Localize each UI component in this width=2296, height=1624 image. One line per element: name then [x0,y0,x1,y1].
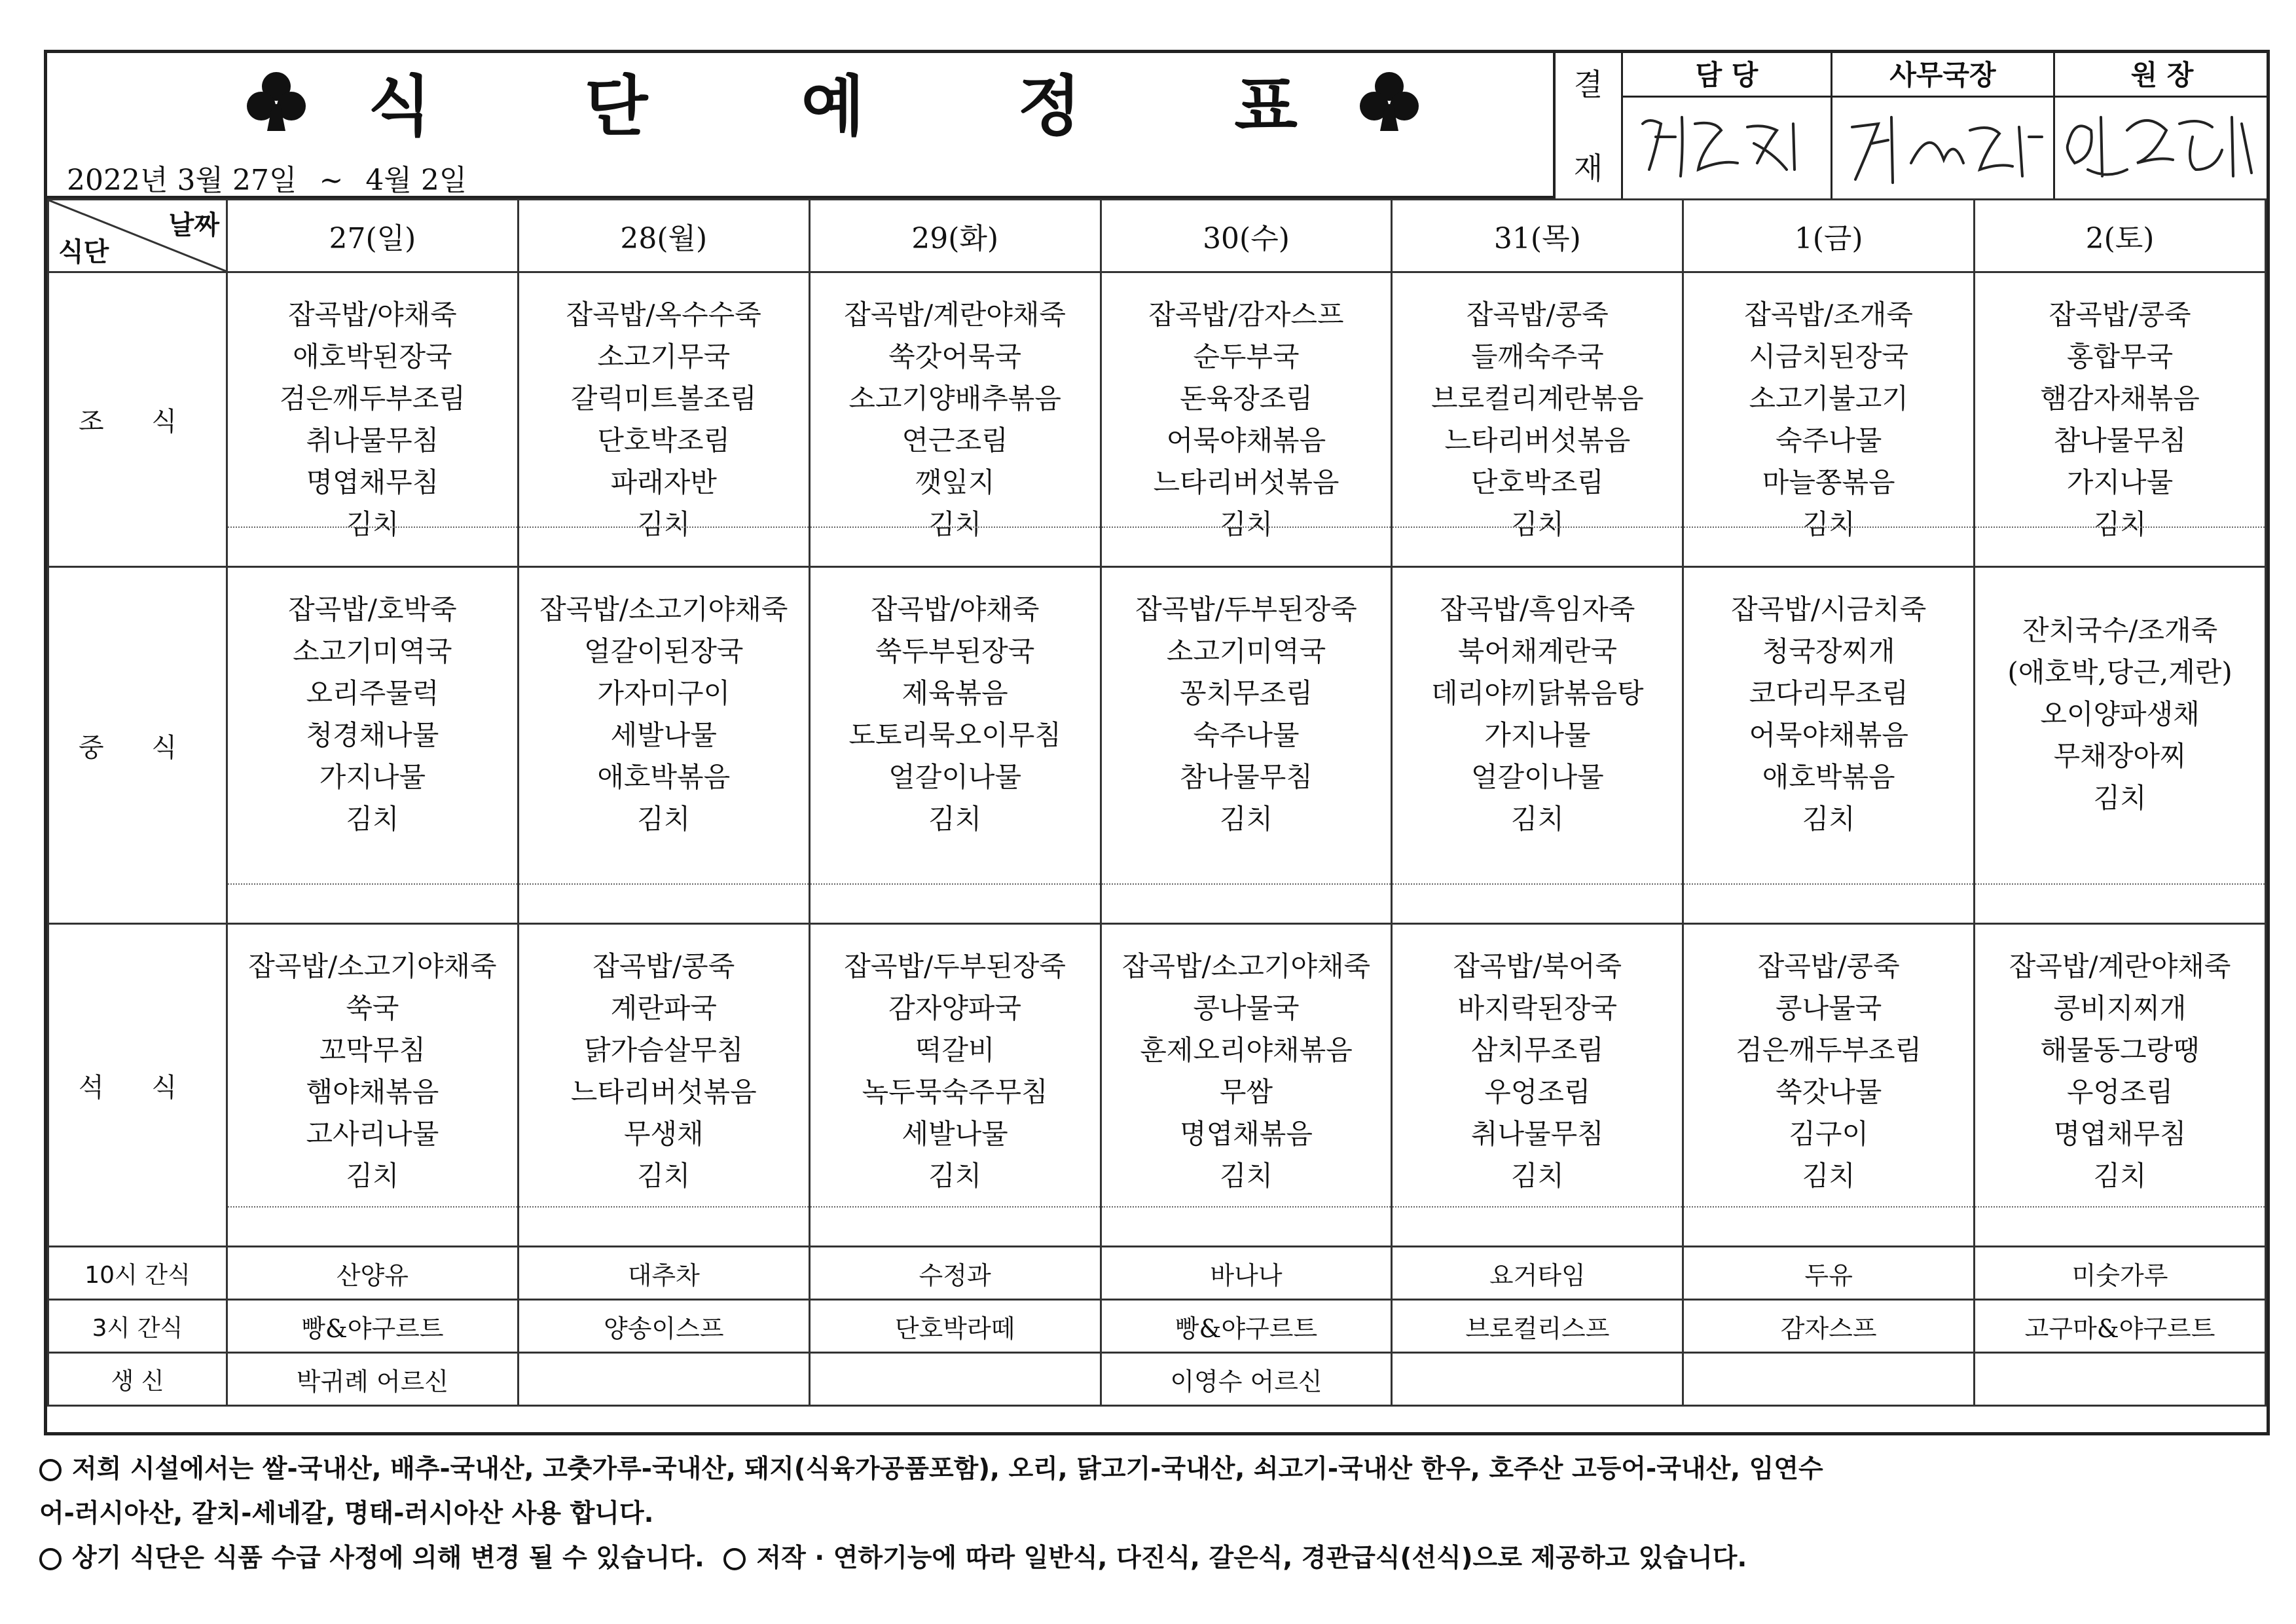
dotted-separator [228,526,517,528]
dish-item: 소고기미역국 [293,635,452,667]
dish-item: 잡곡밥/소고기야채죽 [248,950,497,982]
dish-item: 감자양파국 [888,992,1022,1024]
dotted-separator [811,883,1100,885]
dish-item: 가지나물 [1484,719,1591,751]
dotted-separator [228,1206,517,1208]
note-line [39,1492,2265,1536]
dish-item: 가지나물 [319,761,426,793]
dish-item: 녹두묵숙주무침 [862,1076,1048,1108]
dish-item: 훈제오리야채볶음 [1140,1034,1353,1066]
dish-item: 잡곡밥/두부된장죽 [844,950,1066,982]
note-line [39,1447,2265,1492]
snack-cell: 대추차 [518,1247,809,1300]
menu-cell [518,567,809,924]
dish-item: 단호박조림 [1470,466,1604,498]
snack-cell [518,1353,809,1406]
dish-item: 쑥갓나물 [1776,1076,1882,1108]
dish-item: 김치 [1219,1160,1273,1192]
menu-cell [1392,924,1683,1247]
approval-col-director [2053,53,2269,198]
dish-list [1975,568,2265,819]
dish-item: 청경채나물 [306,719,439,751]
dish-list [1975,925,2265,1197]
dish-item: 김치 [1802,803,1855,835]
dish-item: 마늘쫑볶음 [1762,466,1895,498]
dish-item: 얼갈이나물 [1470,761,1604,793]
menu-cell [518,272,809,567]
snack-cell [1683,1353,1975,1406]
dish-item: 어묵야채볶음 [1749,719,1908,751]
date-header-row [48,200,2266,272]
dish-item: 어묵야채볶음 [1166,424,1326,456]
title-char: 단 [584,68,648,145]
meal-label: 석 식 [48,924,227,1247]
signature-secretary [1832,98,2055,196]
dish-item: 순두부국 [1193,341,1300,373]
menu-table [47,198,2267,1407]
dish-item: 애호박된장국 [293,341,452,373]
dish-item: 김치 [2093,508,2147,540]
dish-item: 소고기미역국 [1166,635,1326,667]
menu-cell [227,272,518,567]
dotted-separator [1393,1206,1682,1208]
menu-cell [809,924,1101,1247]
approval-col-title: 사무국장 [1832,53,2053,98]
dish-item: 코다리무조림 [1749,677,1908,709]
dish-item: 돈육장조림 [1180,382,1313,415]
dish-item: 참나물무침 [1180,761,1313,793]
menu-cell [227,924,518,1247]
snack-cell [1392,1353,1683,1406]
dish-item: 연근조림 [902,424,1008,456]
dish-list [519,568,809,840]
snack-cell [809,1353,1101,1406]
dish-item: 삼치무조림 [1470,1034,1604,1066]
dish-item: 소고기불고기 [1749,382,1908,415]
snack-cell: 이영수 어르신 [1101,1353,1392,1406]
notes [39,1447,2265,1581]
approval-col-title: 원 장 [2055,53,2269,98]
dish-item: 세발나물 [610,719,717,751]
dish-item: 김치 [637,803,691,835]
dotted-separator [1975,526,2265,528]
menu-cell [1101,272,1392,567]
dish-item: 김치 [637,508,691,540]
snack-cell: 단호박라떼 [809,1300,1101,1353]
approval-box [1553,53,2270,198]
dish-item: 무쌈 [1219,1076,1273,1108]
dish-item: 콩나물국 [1776,992,1882,1024]
dish-item: 명엽채무침 [2053,1118,2187,1150]
approval-label-bottom: 재 [1573,151,1603,186]
menu-cell [809,567,1101,924]
dish-item: 검은깨두부조림 [1736,1034,1922,1066]
note-origin-text-cont: 어-러시아산, 갈치-세네갈, 명태-러시아산 사용 합니다. [39,1499,654,1528]
dotted-separator [811,1206,1100,1208]
dish-item: 북어채계란국 [1457,635,1618,667]
dish-item: 애호박볶음 [1762,761,1895,793]
dish-item: 느타리버섯볶음 [1153,466,1339,498]
dish-item: 갈릭미트볼조림 [570,382,757,415]
dish-item: 잡곡밥/야채죽 [288,299,457,331]
dish-list [1393,568,1682,840]
dish-list [811,568,1100,840]
dish-item: 고사리나물 [306,1118,439,1150]
snack-cell: 감자스프 [1683,1300,1975,1353]
dish-item: 쑥갓어묵국 [888,341,1022,373]
dish-item: 깻잎지 [915,466,995,498]
dish-item: 얼갈이나물 [888,761,1022,793]
dish-item: 김치 [637,1160,691,1192]
note-origin-text: 저희 시설에서는 쌀-국내산, 배추-국내산, 고춧가루-국내산, 돼지(식육가공품포함), 오리, 닭고기-국내산, 쇠고기-국내산 한우, 호주산 고등어-국내산, 임연수 [72,1454,1823,1484]
dish-item: 오이양파생채 [2040,698,2200,730]
menu-cell [1101,567,1392,924]
snack-cell: 두유 [1683,1247,1975,1300]
date-header: 2(토) [1975,200,2266,272]
dish-list [811,925,1100,1197]
dish-item: 김치 [1802,508,1855,540]
dish-item: 잡곡밥/조개죽 [1744,299,1913,331]
dish-list [228,273,517,545]
dish-item: 참나물무침 [2053,424,2187,456]
dish-item: 느타리버섯볶음 [1444,424,1631,456]
dish-item: 김치 [346,1160,399,1192]
dish-item: 김치 [2093,1160,2147,1192]
dish-item: 숙주나물 [1193,719,1300,751]
dish-item: 바지락된장국 [1457,992,1618,1024]
date-header: 30(수) [1101,200,1392,272]
dish-item: 들깨숙주국 [1470,341,1604,373]
snack-cell: 미숫가루 [1975,1247,2266,1300]
dotted-separator [1102,1206,1391,1208]
dish-item: 잡곡밥/두부된장죽 [1135,593,1357,625]
dish-item: 김치 [1510,803,1564,835]
dotted-separator [1393,883,1682,885]
dish-item: 잡곡밥/옥수수죽 [566,299,761,331]
dish-item: 꼬막무침 [319,1034,426,1066]
dish-item: 잡곡밥/호박죽 [288,593,457,625]
dish-item: 가자미구이 [597,677,731,709]
title-char: 정 [1017,68,1082,145]
dish-item: 숙주나물 [1776,424,1882,456]
corner-meal-label: 식단 [58,237,109,267]
dish-item: 홍합무국 [2066,341,2174,373]
dish-item: 소고기무국 [597,341,731,373]
page-title [309,54,1357,148]
dotted-separator [228,883,517,885]
snack-cell: 고구마&야구르트 [1975,1300,2266,1353]
dish-item: (애호박,당근,계란) [2007,656,2232,688]
dish-list [228,925,517,1197]
snack-10am-row [48,1247,2266,1300]
date-header: 28(월) [518,200,809,272]
dish-item: 데리야끼닭볶음탕 [1431,677,1644,709]
date-header: 29(화) [809,200,1101,272]
dotted-separator [1102,883,1391,885]
dish-item: 김치 [928,1160,982,1192]
menu-cell [518,924,809,1247]
dish-item: 무생채 [623,1118,704,1150]
dish-item: 잡곡밥/콩죽 [1466,299,1609,331]
dotted-separator [1975,1206,2265,1208]
menu-cell [1683,924,1975,1247]
menu-cell [1392,567,1683,924]
dish-list [1102,273,1391,545]
dish-item: 단호박조림 [597,424,731,456]
menu-cell [809,272,1101,567]
dotted-separator [519,883,809,885]
dish-item: 햄야채볶음 [306,1076,439,1108]
meal-label: 중 식 [48,567,227,924]
dish-list [1102,925,1391,1197]
snack-cell: 산양유 [227,1247,518,1300]
menu-cell [1975,924,2266,1247]
approval-label-top: 결 [1573,67,1603,102]
snack-cell: 수정과 [809,1247,1101,1300]
menu-period [67,157,480,198]
menu-cell [1975,567,2266,924]
dish-item: 세발나물 [902,1118,1008,1150]
dish-item: 꽁치무조림 [1180,677,1313,709]
dish-item: 김치 [1510,1160,1564,1192]
corner-cell [48,200,227,272]
snack-3pm-row [48,1300,2266,1353]
snack-label: 생 신 [48,1353,227,1406]
dish-item: 잡곡밥/계란야채죽 [844,299,1066,331]
dish-item: 잡곡밥/소고기야채죽 [1121,950,1371,982]
dish-item: 오리주물럭 [306,677,439,709]
dish-item: 쑥두부된장국 [875,635,1035,667]
signature-manager [1623,98,1832,196]
title-char: 표 [1234,68,1298,145]
dotted-separator [1684,526,1973,528]
menu-cell [1683,272,1975,567]
dish-item: 김치 [928,803,982,835]
dish-item: 느타리버섯볶음 [570,1076,757,1108]
dish-item: 닭가슴살무침 [584,1034,744,1066]
menu-cell [1683,567,1975,924]
dish-item: 명엽채볶음 [1180,1118,1313,1150]
dish-list [519,273,809,545]
dish-item: 우엉조림 [2066,1076,2174,1108]
meal-label: 조 식 [48,272,227,567]
snack-cell: 양송이스프 [518,1300,809,1353]
corner-date-label: 날짜 [168,210,219,240]
snack-label: 3시 간식 [48,1300,227,1353]
dish-item: 김치 [2093,782,2147,814]
snack-cell: 브로컬리스프 [1392,1300,1683,1353]
circle-bullet-icon [39,1548,62,1570]
club-suit-icon [1357,68,1422,134]
dotted-separator [519,1206,809,1208]
club-suit-icon [244,68,309,134]
dish-item: 김치 [928,508,982,540]
dish-item: 무채장아찌 [2053,740,2187,772]
approval-col-secretary [1831,53,2053,198]
dish-item: 취나물무침 [1470,1118,1604,1150]
dish-item: 검은깨두부조림 [279,382,465,415]
date-header: 31(목) [1392,200,1683,272]
dish-list [228,568,517,840]
snack-cell: 빵&야구르트 [1101,1300,1392,1353]
title-row [244,58,1422,143]
dotted-separator [1393,526,1682,528]
signature-director [2055,98,2271,196]
title-char: 예 [801,68,865,145]
dish-item: 김치 [346,508,399,540]
snack-cell: 요거타임 [1392,1247,1683,1300]
approval-col-manager [1621,53,1831,198]
dish-item: 잡곡밥/감자스프 [1148,299,1344,331]
dish-item: 잡곡밥/소고기야채죽 [539,593,788,625]
dish-list [1393,273,1682,545]
dotted-separator [1975,883,2265,885]
dish-list [1102,568,1391,840]
date-header: 1(금) [1683,200,1975,272]
date-header: 27(일) [227,200,518,272]
dish-item: 소고기양배추볶음 [848,382,1061,415]
dish-item: 김구이 [1789,1118,1869,1150]
menu-cell [227,567,518,924]
dish-list [1684,568,1973,840]
dish-item: 해물동그랑땡 [2040,1034,2200,1066]
dish-item: 잔치국수/조개죽 [2022,614,2218,646]
dish-item: 잡곡밥/시금치죽 [1731,593,1927,625]
dish-item: 떡갈비 [915,1034,995,1066]
dish-list [1975,273,2265,545]
period-separator: ~ [319,164,344,197]
snack-cell: 빵&야구르트 [227,1300,518,1353]
dish-item: 김치 [1219,803,1273,835]
menu-cell [1392,272,1683,567]
dish-item: 잡곡밥/콩죽 [2049,299,2191,331]
dish-item: 햄감자채볶음 [2040,382,2200,415]
dish-item: 잡곡밥/콩죽 [592,950,735,982]
dish-item: 콩비지찌개 [2053,992,2187,1024]
dish-item: 청국장찌개 [1762,635,1895,667]
sheet-header [47,53,1553,198]
snack-cell: 박귀례 어르신 [227,1353,518,1406]
dish-item: 얼갈이된장국 [584,635,744,667]
dish-item: 명엽채무침 [306,466,439,498]
dish-item: 잡곡밥/야채죽 [870,593,1040,625]
dish-list [1393,925,1682,1197]
dish-item: 애호박볶음 [597,761,731,793]
lunch-row [48,567,2266,924]
dish-item: 잡곡밥/북어죽 [1453,950,1622,982]
snack-cell: 바나나 [1101,1247,1392,1300]
dish-item: 취나물무침 [306,424,439,456]
dish-item: 제육볶음 [902,677,1008,709]
dotted-separator [1684,883,1973,885]
dish-list [811,273,1100,545]
approval-col-title: 담 당 [1623,53,1831,98]
dish-item: 가지나물 [2066,466,2174,498]
menu-sheet [44,50,2270,1435]
dish-item: 김치 [346,803,399,835]
period-start: 2022년 3월 27일 [67,164,297,197]
dish-item: 잡곡밥/흑임자죽 [1440,593,1635,625]
note-change-text: 상기 식단은 식품 수급 사정에 의해 변경 될 수 있습니다. [72,1543,704,1573]
dish-item: 김치 [1219,508,1273,540]
dish-item: 우엉조림 [1484,1076,1591,1108]
breakfast-row [48,272,2266,567]
title-char: 식 [368,68,431,145]
birthday-row [48,1353,2266,1406]
dish-list [519,925,809,1197]
dish-item: 도토리묵오이무침 [848,719,1061,751]
menu-cell [1101,924,1392,1247]
note-diet-text: 저작 · 연하기능에 따라 일반식, 다진식, 갈은식, 경관급식(선식)으로 제공하고 있습니다. [756,1543,1747,1573]
dish-item: 브로컬리계란볶음 [1431,382,1644,415]
dotted-separator [1684,1206,1973,1208]
menu-cell [1975,272,2266,567]
dish-item: 계란파국 [610,992,717,1024]
snack-label: 10시 간식 [48,1247,227,1300]
dotted-separator [519,526,809,528]
dish-list [1684,273,1973,545]
dish-item: 김치 [1510,508,1564,540]
dish-item: 쑥국 [346,992,399,1024]
dish-item: 콩나물국 [1193,992,1300,1024]
dish-list [1684,925,1973,1197]
dotted-separator [1102,526,1391,528]
snack-cell [1975,1353,2266,1406]
dinner-row [48,924,2266,1247]
dish-item: 시금치된장국 [1749,341,1908,373]
dotted-separator [811,526,1100,528]
circle-bullet-icon [723,1548,746,1570]
note-line [39,1536,2265,1581]
circle-bullet-icon [39,1459,62,1481]
dish-item: 김치 [1802,1160,1855,1192]
dish-item: 잡곡밥/콩죽 [1757,950,1900,982]
dish-item: 파래자반 [610,466,717,498]
dish-item: 잡곡밥/계란야채죽 [2009,950,2231,982]
period-end: 4월 2일 [365,164,467,197]
